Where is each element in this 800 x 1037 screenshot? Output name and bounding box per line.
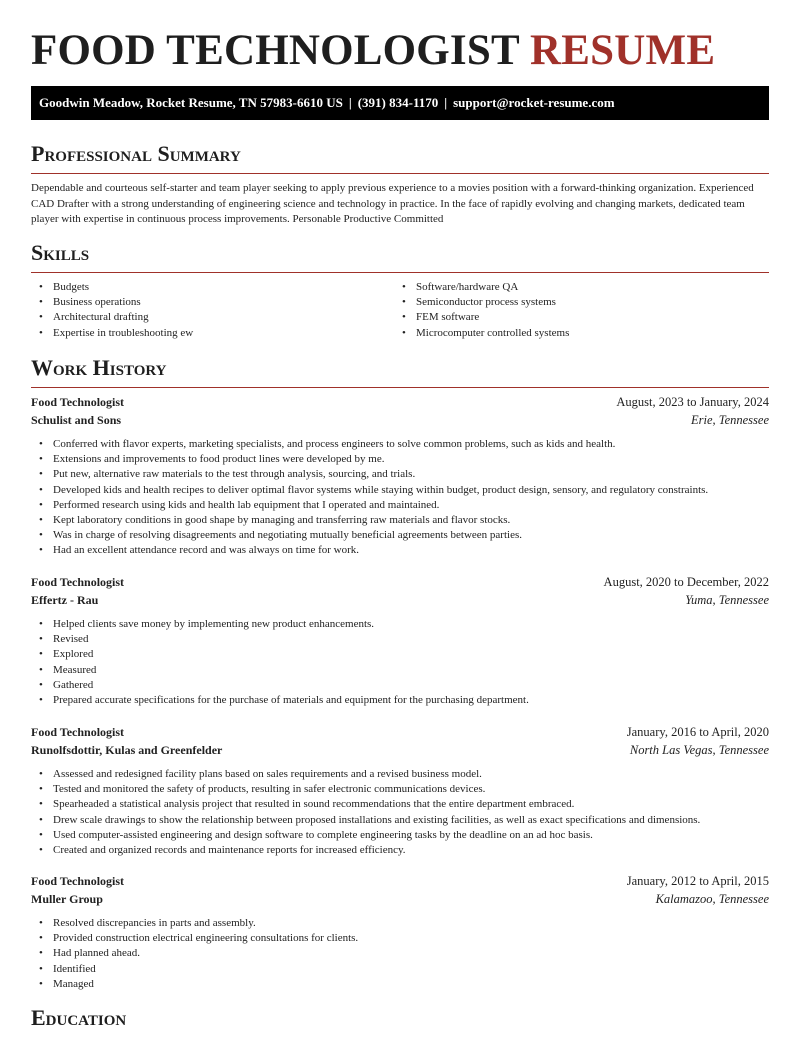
job-bullet: • Extensions and improvements to food product lines were developed by me. (31, 452, 769, 467)
job-bullets (31, 916, 769, 992)
job-bullet: • Put new, alternative raw materials to the test through analysis, sourcing, and trials. (31, 467, 769, 482)
contact-address: Goodwin Meadow, Rocket Resume, TN 57983-6610 US (39, 95, 343, 110)
job-bullet: • Tested and monitored the safety of products, resulting in safer electronic communications devices. (31, 782, 769, 797)
job-location: Kalamazoo, Tennessee (655, 892, 769, 906)
job-bullet: • Prepared accurate specifications for the purchase of materials and equipment for the purchasing department. (31, 693, 769, 708)
job-dates: August, 2023 to January, 2024 (616, 395, 769, 409)
job-bullet: • Explored (31, 647, 769, 662)
skill-item: • Architectural drafting (31, 310, 193, 325)
contact-bar (31, 86, 769, 120)
skill-item: • Semiconductor process systems (394, 295, 569, 310)
job-bullet: • Had planned ahead. (31, 946, 769, 961)
skills-heading: Skills (31, 240, 769, 273)
job-bullet: • Used computer-assisted engineering and design software to complete engineering tasks by the deadline on an ad hoc basis. (31, 828, 769, 843)
job-bullet: • Developed kids and health recipes to deliver optimal flavor systems while staying within budget, product design, sensory, and regulatory constraints. (31, 483, 769, 498)
work-history-heading: Work History (31, 355, 769, 388)
job-entry (31, 575, 769, 707)
skill-item: • Microcomputer controlled systems (394, 326, 569, 341)
job-title: Food Technologist (31, 874, 125, 888)
contact-email[interactable]: support@rocket-resume.com (453, 95, 615, 110)
job-bullet: • Gathered (31, 678, 769, 693)
job-bullet: • Kept laboratory conditions in good shape by managing and transferring raw materials and flavor stocks. (31, 513, 769, 528)
job-bullet: • Provided construction electrical engineering consultations for clients. (31, 931, 769, 946)
job-company: Runolfsdottir, Kulas and Greenfelder (31, 743, 223, 757)
job-bullet: • Revised (31, 632, 769, 647)
job-bullet: • Resolved discrepancies in parts and assembly. (31, 916, 769, 931)
skill-item: • Software/hardware QA (394, 280, 569, 295)
page-title (31, 26, 715, 76)
job-bullet: • Helped clients save money by implementing new product enhancements. (31, 617, 769, 632)
skill-item: • Expertise in troubleshooting ew (31, 326, 193, 341)
skills-column-left (31, 280, 193, 341)
job-location: North Las Vegas, Tennessee (629, 743, 769, 757)
title-main: FOOD TECHNOLOGIST (31, 27, 520, 74)
title-accent: RESUME (530, 27, 716, 74)
job-bullet: • Created and organized records and maintenance reports for increased efficiency. (31, 843, 769, 858)
job-entry (31, 725, 769, 857)
job-bullet: • Was in charge of resolving disagreements and negotiating mutually beneficial agreements between parties. (31, 528, 769, 543)
job-bullet: • Managed (31, 977, 769, 992)
job-bullet: • Spearheaded a statistical analysis project that resulted in sound recommendations that the entire department embraced. (31, 797, 769, 812)
job-dates: January, 2016 to April, 2020 (626, 725, 769, 739)
contact-separator: | (444, 95, 448, 110)
job-title: Food Technologist (31, 395, 125, 409)
summary-heading: Professional Summary (31, 141, 769, 174)
skills-column-right (394, 280, 569, 341)
education-heading: Education (31, 1005, 127, 1030)
job-dates: August, 2020 to December, 2022 (603, 575, 769, 589)
contact-phone: (391) 834-1170 (357, 95, 439, 110)
contact-separator: | (348, 95, 352, 110)
job-bullet: • Conferred with flavor experts, marketing specialists, and process engineers to solve common problems, such as kids and health. (31, 437, 769, 452)
summary-text: Dependable and courteous self-starter and team player seeking to apply previous experience to a movies position with a forward-thinking organization. Experienced CAD Drafter with a strong understanding of engineering science and technology in practice. In the face of rapidly evolving and changing markets, dedicated team player with expertise in continuous process improvements. Personable Productive Committed (31, 182, 754, 225)
job-company: Effertz - Rau (31, 593, 99, 607)
job-entry (31, 874, 769, 990)
job-bullets (31, 437, 769, 559)
job-bullet: • Had an excellent attendance record and was always on time for work. (31, 543, 769, 558)
job-company: Schulist and Sons (31, 413, 122, 427)
skill-item: • FEM software (394, 310, 569, 325)
skill-item: • Budgets (31, 280, 193, 295)
job-bullets (31, 617, 769, 708)
job-bullet: • Identified (31, 962, 769, 977)
job-title: Food Technologist (31, 725, 125, 739)
job-dates: January, 2012 to April, 2015 (626, 874, 769, 888)
job-entry (31, 395, 769, 557)
job-location: Yuma, Tennessee (685, 593, 769, 607)
job-location: Erie, Tennessee (691, 413, 769, 427)
skill-item: • Business operations (31, 295, 193, 310)
job-bullet: • Assessed and redesigned facility plans based on sales requirements and a revised business model. (31, 767, 769, 782)
job-bullet: • Measured (31, 663, 769, 678)
job-title: Food Technologist (31, 575, 125, 589)
job-bullet: • Drew scale drawings to show the relationship between proposed installations and existing facilities, as well as exact specifications and dimensions. (31, 813, 769, 828)
job-bullet: • Performed research using kids and health lab equipment that I operated and maintained. (31, 498, 769, 513)
job-company: Muller Group (31, 892, 103, 906)
job-bullets (31, 767, 769, 858)
